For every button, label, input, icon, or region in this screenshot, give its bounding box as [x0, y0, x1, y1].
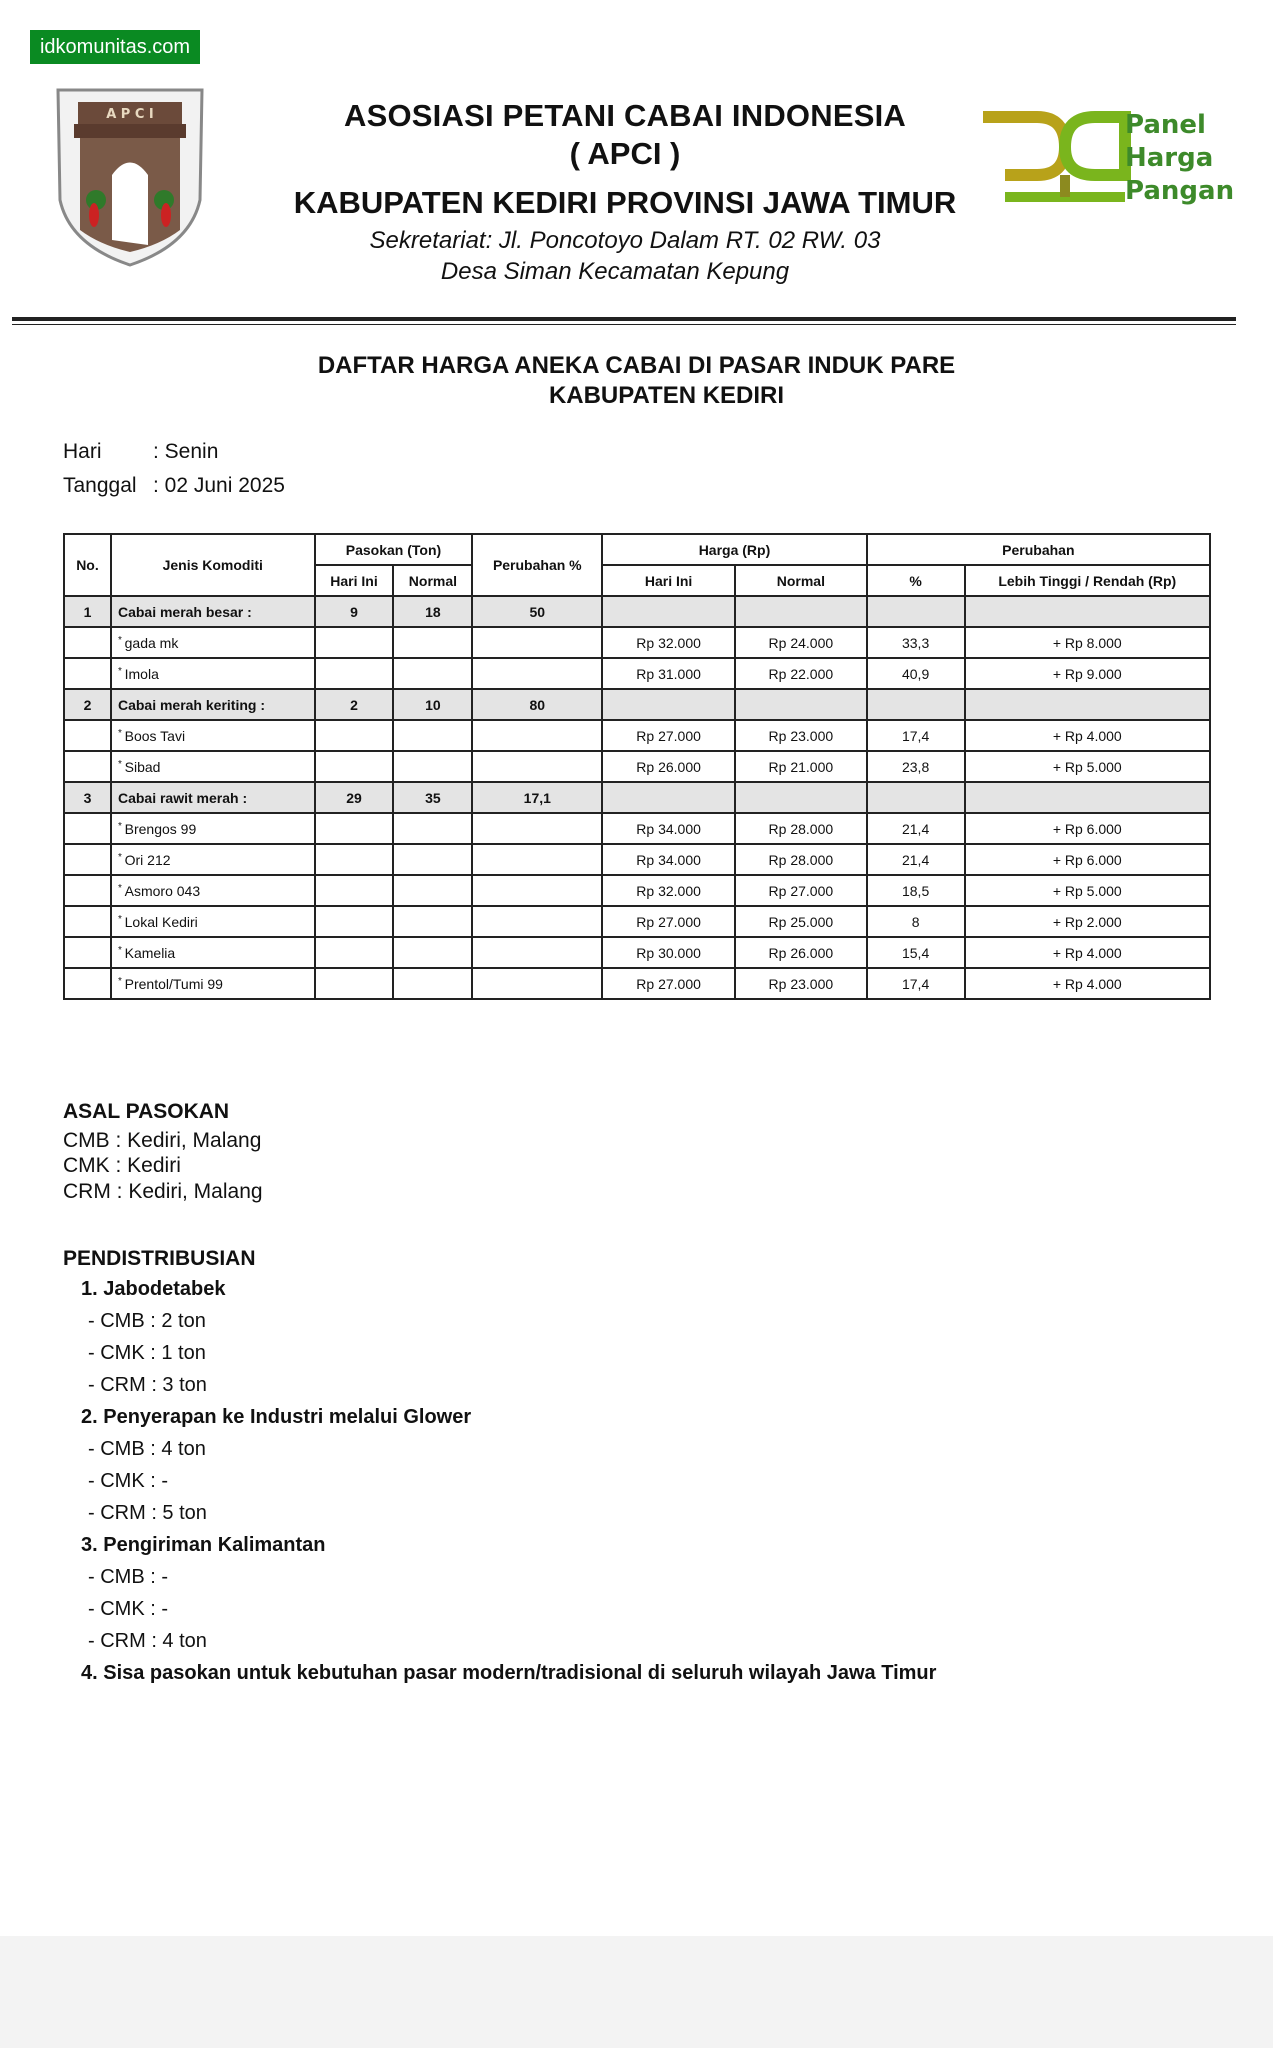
supply-normal: 35 [393, 782, 472, 813]
commodity-name [111, 627, 315, 658]
price-today: Rp 34.000 [602, 844, 735, 875]
table-row [64, 937, 1210, 968]
supply-normal [393, 751, 472, 782]
price-normal: Rp 23.000 [735, 720, 867, 751]
supply-normal [393, 875, 472, 906]
bullet-mark: * [117, 820, 125, 832]
supply-change-pct [472, 751, 602, 782]
commodity-name [111, 906, 315, 937]
price-today: Rp 30.000 [602, 937, 735, 968]
distribution-item: - CRM : 4 ton [88, 1630, 207, 1652]
document-title: DAFTAR HARGA ANEKA CABAI DI PASAR INDUK PARE [317, 352, 956, 379]
price-change-pct: 21,4 [867, 844, 965, 875]
supply-normal [393, 627, 472, 658]
header-lebih-tinggi-rendah: Lebih Tinggi / Rendah (Rp) [965, 565, 1210, 596]
price-change-pct: 18,5 [867, 875, 965, 906]
supply-normal [393, 720, 472, 751]
panel-harga-pangan-logo-icon [975, 105, 1235, 215]
row-number [64, 627, 111, 658]
supply-normal [393, 968, 472, 999]
distribution-item: - CMK : - [88, 1470, 168, 1492]
price-normal: Rp 23.000 [735, 968, 867, 999]
variety-name: Asmoro 043 [124, 882, 201, 899]
price-today: Rp 26.000 [602, 751, 735, 782]
document-subtitle: KABUPATEN KEDIRI [548, 382, 785, 409]
price-today: Rp 27.000 [602, 906, 735, 937]
supply-change-pct [472, 627, 602, 658]
meta-day [63, 440, 218, 464]
watermark-badge: idkomunitas.com [30, 30, 200, 64]
table-row [64, 906, 1210, 937]
bullet-mark: * [117, 665, 125, 677]
price-today: Rp 27.000 [602, 968, 735, 999]
table-row-category [64, 782, 1210, 813]
row-number: 1 [64, 596, 111, 627]
header-pasokan-hari-ini: Hari Ini [315, 565, 394, 596]
row-number [64, 720, 111, 751]
table-row [64, 875, 1210, 906]
price-normal [735, 596, 867, 627]
logo-right-word-3: Pangan [1125, 176, 1235, 206]
bullet-mark: * [117, 944, 125, 956]
price-change-pct [867, 689, 965, 720]
price-change-pct: 8 [867, 906, 965, 937]
price-table-body [64, 596, 1210, 999]
supply-normal [393, 937, 472, 968]
asal-line: CMB : Kediri, Malang [63, 1129, 262, 1152]
row-number [64, 875, 111, 906]
apci-logo-icon [50, 80, 210, 270]
price-normal: Rp 21.000 [735, 751, 867, 782]
price-difference [965, 689, 1210, 720]
supply-today [315, 875, 394, 906]
price-difference: + Rp 8.000 [965, 627, 1210, 658]
supply-normal: 10 [393, 689, 472, 720]
price-normal: Rp 22.000 [735, 658, 867, 689]
price-difference: + Rp 2.000 [965, 906, 1210, 937]
price-today: Rp 32.000 [602, 627, 735, 658]
header-harga-normal: Normal [735, 565, 867, 596]
table-row [64, 968, 1210, 999]
price-today: Rp 34.000 [602, 813, 735, 844]
price-normal: Rp 25.000 [735, 906, 867, 937]
header-perubahan: Perubahan [867, 534, 1210, 565]
price-normal [735, 689, 867, 720]
price-change-pct: 17,4 [867, 720, 965, 751]
asal-line: CRM : Kediri, Malang [63, 1180, 263, 1203]
price-change-pct: 23,8 [867, 751, 965, 782]
supply-change-pct: 80 [472, 689, 602, 720]
commodity-name: Cabai rawit merah : [111, 782, 315, 813]
variety-name: Prentol/Tumi 99 [124, 975, 223, 992]
price-difference: + Rp 4.000 [965, 937, 1210, 968]
distribution-item: - CMB : 4 ton [88, 1438, 206, 1460]
logo-left-text: A P C I [106, 107, 154, 122]
commodity-name [111, 720, 315, 751]
supply-change-pct [472, 720, 602, 751]
price-change-pct: 21,4 [867, 813, 965, 844]
price-difference [965, 596, 1210, 627]
supply-normal [393, 658, 472, 689]
price-normal [735, 782, 867, 813]
variety-name: Boos Tavi [124, 727, 186, 744]
commodity-name [111, 968, 315, 999]
commodity-name [111, 844, 315, 875]
supply-normal [393, 813, 472, 844]
header-rule-thick [12, 317, 1236, 321]
price-normal: Rp 27.000 [735, 875, 867, 906]
price-today: Rp 27.000 [602, 720, 735, 751]
price-difference: + Rp 4.000 [965, 720, 1210, 751]
price-difference: + Rp 6.000 [965, 844, 1210, 875]
logo-right-word-2: Harga [1125, 143, 1214, 173]
supply-today [315, 937, 394, 968]
supply-today [315, 968, 394, 999]
meta-date [63, 474, 285, 498]
price-normal: Rp 28.000 [735, 813, 867, 844]
supply-normal [393, 906, 472, 937]
table-row [64, 813, 1210, 844]
header-perubahan-pct: Perubahan % [472, 534, 602, 596]
asal-line: CMK : Kediri [63, 1154, 181, 1177]
price-change-pct [867, 782, 965, 813]
price-normal: Rp 24.000 [735, 627, 867, 658]
header-harga: Harga (Rp) [602, 534, 867, 565]
supply-today [315, 844, 394, 875]
price-change-pct: 15,4 [867, 937, 965, 968]
price-change-pct: 33,3 [867, 627, 965, 658]
table-row [64, 658, 1210, 689]
commodity-name [111, 813, 315, 844]
bullet-mark: * [117, 727, 125, 739]
commodity-name [111, 875, 315, 906]
variety-name: Brengos 99 [124, 820, 197, 837]
distribution-group-title: 3. Pengiriman Kalimantan [81, 1534, 326, 1556]
distribution-item: - CMK : - [88, 1598, 168, 1620]
price-today: Rp 32.000 [602, 875, 735, 906]
row-number [64, 658, 111, 689]
supply-today: 9 [315, 596, 394, 627]
price-today [602, 689, 735, 720]
bullet-mark: * [117, 882, 125, 894]
price-difference: + Rp 5.000 [965, 751, 1210, 782]
org-name: ASOSIASI PETANI CABAI INDONESIA [344, 98, 906, 133]
bullet-mark: * [117, 758, 125, 770]
commodity-name [111, 658, 315, 689]
variety-name: Lokal Kediri [124, 913, 198, 930]
supply-change-pct [472, 813, 602, 844]
bullet-mark: * [117, 913, 125, 925]
date-label: Tanggal [63, 474, 137, 497]
supply-change-pct: 50 [472, 596, 602, 627]
variety-name: Sibad [124, 758, 161, 775]
table-row [64, 627, 1210, 658]
date-value: : 02 Juni 2025 [153, 474, 285, 497]
supply-change-pct [472, 844, 602, 875]
distribution-item: - CMB : 2 ton [88, 1310, 206, 1332]
supply-change-pct [472, 937, 602, 968]
supply-normal [393, 844, 472, 875]
price-change-pct: 40,9 [867, 658, 965, 689]
table-row-category [64, 689, 1210, 720]
org-abbreviation: ( APCI ) [569, 136, 681, 171]
supply-change-pct [472, 906, 602, 937]
row-number: 3 [64, 782, 111, 813]
asal-pasokan-title: ASAL PASOKAN [63, 1100, 230, 1123]
table-row [64, 844, 1210, 875]
header-pasokan-normal: Normal [393, 565, 472, 596]
address-line-1: Sekretariat: Jl. Poncotoyo Dalam RT. 02 RW. 03 [369, 227, 881, 254]
logo-right-word-1: Panel [1125, 110, 1206, 140]
header-rule-thin [12, 324, 1236, 325]
price-difference: + Rp 5.000 [965, 875, 1210, 906]
bullet-mark: * [117, 634, 125, 646]
price-difference: + Rp 6.000 [965, 813, 1210, 844]
table-row-category [64, 596, 1210, 627]
commodity-name [111, 937, 315, 968]
bullet-mark: * [117, 975, 125, 987]
distribution-group-title: 4. Sisa pasokan untuk kebutuhan pasar modern/tradisional di seluruh wilayah Jawa Timur [81, 1662, 937, 1684]
row-number [64, 968, 111, 999]
variety-name: Kamelia [124, 944, 176, 961]
pendistribusian-title: PENDISTRIBUSIAN [63, 1247, 256, 1270]
table-row [64, 751, 1210, 782]
distribution-item: - CRM : 5 ton [88, 1502, 207, 1524]
distribution-item: - CMK : 1 ton [88, 1342, 206, 1364]
distribution-item: - CRM : 3 ton [88, 1374, 207, 1396]
address-line-2: Desa Siman Kecamatan Kepung [440, 258, 790, 285]
commodity-name: Cabai merah besar : [111, 596, 315, 627]
row-number [64, 813, 111, 844]
row-number [64, 906, 111, 937]
supply-change-pct [472, 968, 602, 999]
variety-name: Imola [124, 665, 159, 682]
supply-today [315, 751, 394, 782]
distribution-group-title: 2. Penyerapan ke Industri melalui Glower [81, 1406, 472, 1428]
row-number: 2 [64, 689, 111, 720]
header-harga-hari-ini: Hari Ini [602, 565, 735, 596]
variety-name: Ori 212 [124, 851, 171, 868]
price-today [602, 596, 735, 627]
distribution-group-title: 1. Jabodetabek [81, 1278, 226, 1300]
row-number [64, 844, 111, 875]
supply-change-pct [472, 658, 602, 689]
price-normal: Rp 28.000 [735, 844, 867, 875]
day-label: Hari [63, 440, 102, 463]
header-pct: % [867, 565, 965, 596]
price-today [602, 782, 735, 813]
price-difference: + Rp 4.000 [965, 968, 1210, 999]
price-difference: + Rp 9.000 [965, 658, 1210, 689]
price-normal: Rp 26.000 [735, 937, 867, 968]
table-row [64, 720, 1210, 751]
price-change-pct: 17,4 [867, 968, 965, 999]
row-number [64, 751, 111, 782]
supply-today: 2 [315, 689, 394, 720]
supply-change-pct: 17,1 [472, 782, 602, 813]
price-change-pct [867, 596, 965, 627]
supply-today [315, 906, 394, 937]
price-table [63, 533, 1211, 1000]
supply-today [315, 813, 394, 844]
distribution-item: - CMB : - [88, 1566, 168, 1588]
header-no: No. [64, 534, 111, 596]
bullet-mark: * [117, 851, 125, 863]
day-value: : Senin [153, 440, 219, 463]
commodity-name: Cabai merah keriting : [111, 689, 315, 720]
price-today: Rp 31.000 [602, 658, 735, 689]
variety-name: gada mk [124, 634, 179, 651]
supply-today [315, 627, 394, 658]
price-difference [965, 782, 1210, 813]
supply-today: 29 [315, 782, 394, 813]
supply-change-pct [472, 875, 602, 906]
org-region: KABUPATEN KEDIRI PROVINSI JAWA TIMUR [293, 185, 957, 220]
supply-today [315, 658, 394, 689]
header-pasokan: Pasokan (Ton) [315, 534, 473, 565]
header-komoditi: Jenis Komoditi [111, 534, 315, 596]
supply-normal: 18 [393, 596, 472, 627]
commodity-name [111, 751, 315, 782]
row-number [64, 937, 111, 968]
supply-today [315, 720, 394, 751]
